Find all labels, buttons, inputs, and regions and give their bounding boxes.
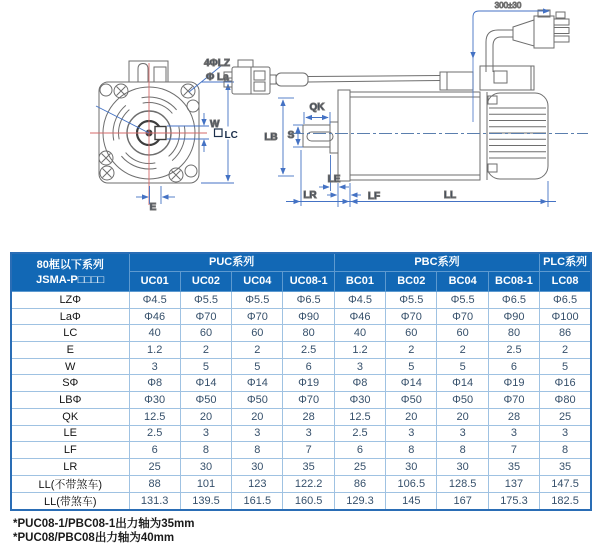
spec-cell: Φ16 xyxy=(540,375,591,392)
model-column-header: UC02 xyxy=(180,272,231,292)
spec-cell: Φ90 xyxy=(488,308,539,325)
spec-cell: Φ50 xyxy=(437,392,488,409)
spec-cell: 86 xyxy=(540,325,591,342)
spec-cell: Φ70 xyxy=(437,308,488,325)
spec-cell: Φ5.5 xyxy=(437,292,488,309)
spec-cell: 88 xyxy=(129,475,180,492)
encoder-terminal xyxy=(440,72,473,90)
row-label: E xyxy=(11,342,129,359)
spec-cell: 137 xyxy=(488,475,539,492)
spec-cell: 6 xyxy=(488,358,539,375)
spec-cell: 3 xyxy=(180,425,231,442)
spec-cell: 25 xyxy=(129,458,180,475)
spec-cell: Φ50 xyxy=(386,392,437,409)
series-group-plc: PLC系列 xyxy=(540,253,591,272)
spec-row xyxy=(11,408,591,425)
label-lb: LB xyxy=(264,132,278,143)
spec-cell: 5 xyxy=(437,358,488,375)
spec-cell: 3 xyxy=(232,425,283,442)
spec-cell: Φ8 xyxy=(129,375,180,392)
terminal-box-icon xyxy=(129,61,168,82)
spec-cell: 7 xyxy=(283,442,334,459)
spec-cell: 20 xyxy=(437,408,488,425)
spec-cell: 3 xyxy=(283,425,334,442)
spec-cell: 8 xyxy=(437,442,488,459)
spec-cell: 20 xyxy=(180,408,231,425)
spec-cell: Φ70 xyxy=(283,392,334,409)
spec-cell: 3 xyxy=(334,358,385,375)
spec-cell: 182.5 xyxy=(540,492,591,510)
model-column-header: BC04 xyxy=(437,272,488,292)
fins xyxy=(489,108,546,158)
technical-drawing xyxy=(0,0,600,250)
spec-cell: 40 xyxy=(334,325,385,342)
spec-row xyxy=(11,375,591,392)
spec-cell: Φ5.5 xyxy=(180,292,231,309)
model-column-header: LC08 xyxy=(540,272,591,292)
spec-cell: Φ46 xyxy=(129,308,180,325)
spec-row xyxy=(11,425,591,442)
encoder-connector-icon xyxy=(224,60,308,94)
spec-row xyxy=(11,392,591,409)
corner-header xyxy=(11,253,129,292)
spec-cell: Φ30 xyxy=(129,392,180,409)
spec-cell: Φ46 xyxy=(334,308,385,325)
front-view xyxy=(90,58,238,213)
spec-cell: 2 xyxy=(180,342,231,359)
spec-cell: Φ14 xyxy=(386,375,437,392)
spec-cell: 122.2 xyxy=(283,475,334,492)
row-label: W xyxy=(11,358,129,375)
spec-cell: Φ8 xyxy=(334,375,385,392)
spec-row xyxy=(11,458,591,475)
corner-header-line1: 80框以下系列 xyxy=(36,259,104,272)
spec-cell: 167 xyxy=(437,492,488,510)
label-lf: LF xyxy=(367,191,381,202)
spec-cell: 86 xyxy=(334,475,385,492)
spec-cell: 80 xyxy=(283,325,334,342)
spec-cell: Φ100 xyxy=(540,308,591,325)
spec-cell: 2.5 xyxy=(283,342,334,359)
spec-cell: Φ70 xyxy=(180,308,231,325)
spec-cell: 3 xyxy=(437,425,488,442)
label-w: W xyxy=(210,119,220,130)
corner-header-line2: JSMA-P□□□□ xyxy=(36,273,105,286)
label-lc: LC xyxy=(224,130,238,141)
row-label: LL(不带煞车) xyxy=(11,475,129,492)
spec-cell: Φ6.5 xyxy=(283,292,334,309)
model-column-header: BC01 xyxy=(334,272,385,292)
spec-cell: Φ30 xyxy=(334,392,385,409)
spec-cell: 6 xyxy=(129,442,180,459)
model-column-header: BC02 xyxy=(386,272,437,292)
spec-cell: 1.2 xyxy=(334,342,385,359)
spec-cell: Φ70 xyxy=(232,308,283,325)
spec-cell: 123 xyxy=(232,475,283,492)
spec-row xyxy=(11,442,591,459)
label-ll: LL xyxy=(443,190,457,201)
spec-cell: 30 xyxy=(232,458,283,475)
row-label: LBΦ xyxy=(11,392,129,409)
spec-row xyxy=(11,342,591,359)
spec-cell: 8 xyxy=(180,442,231,459)
spec-cell: 60 xyxy=(232,325,283,342)
motor-body xyxy=(303,90,548,181)
spec-cell: Φ80 xyxy=(540,392,591,409)
dim-w xyxy=(167,113,209,152)
spec-row xyxy=(11,475,591,492)
label-s: S xyxy=(287,130,295,141)
spec-cell: 6 xyxy=(334,442,385,459)
spec-table xyxy=(10,252,592,511)
model-column-header: BC08-1 xyxy=(488,272,539,292)
side-view xyxy=(224,1,588,207)
spec-cell: 2 xyxy=(386,342,437,359)
spec-cell: 6 xyxy=(283,358,334,375)
spec-cell: 35 xyxy=(488,458,539,475)
encoder-cable xyxy=(308,76,440,83)
series-group-puc: PUC系列 xyxy=(129,253,334,272)
spec-cell: 2.5 xyxy=(334,425,385,442)
row-label: SΦ xyxy=(11,375,129,392)
spec-row xyxy=(11,308,591,325)
spec-row xyxy=(11,358,591,375)
spec-cell: Φ14 xyxy=(437,375,488,392)
label-e: E xyxy=(149,202,157,213)
spec-cell: Φ14 xyxy=(180,375,231,392)
spec-cell: 5 xyxy=(540,358,591,375)
dim-s xyxy=(293,125,303,147)
spec-cell: 35 xyxy=(540,458,591,475)
label-lr: LR xyxy=(303,190,317,201)
spec-cell: 60 xyxy=(386,325,437,342)
spec-cell: 2 xyxy=(540,342,591,359)
spec-cell: 106.5 xyxy=(386,475,437,492)
spec-cell: 20 xyxy=(232,408,283,425)
spec-cell: 2 xyxy=(437,342,488,359)
footnote-2: *PUC08/PBC08出力轴为40mm xyxy=(13,532,175,544)
spec-cell: 40 xyxy=(129,325,180,342)
power-connector-icon xyxy=(513,10,569,48)
spec-row xyxy=(11,325,591,342)
spec-cell: Φ70 xyxy=(488,392,539,409)
model-column-header: UC01 xyxy=(129,272,180,292)
spec-cell: 30 xyxy=(180,458,231,475)
spec-cell: 60 xyxy=(437,325,488,342)
row-label: LF xyxy=(11,442,129,459)
label-phi-la: Φ La xyxy=(206,72,229,83)
spec-cell: 2.5 xyxy=(129,425,180,442)
spec-cell: Φ14 xyxy=(232,375,283,392)
spec-cell: Φ5.5 xyxy=(232,292,283,309)
spec-cell: 28 xyxy=(283,408,334,425)
spec-cell: Φ50 xyxy=(232,392,283,409)
spec-cell: 60 xyxy=(180,325,231,342)
spec-cell: 30 xyxy=(386,458,437,475)
spec-cell: Φ5.5 xyxy=(386,292,437,309)
spec-cell: 8 xyxy=(232,442,283,459)
spec-cell: Φ6.5 xyxy=(540,292,591,309)
spec-cell: 128.5 xyxy=(437,475,488,492)
spec-cell: 30 xyxy=(437,458,488,475)
spec-cell: 3 xyxy=(540,425,591,442)
spec-cell: Φ4.5 xyxy=(334,292,385,309)
spec-cell: 147.5 xyxy=(540,475,591,492)
spec-cell: 5 xyxy=(180,358,231,375)
label-le: LE xyxy=(327,174,341,185)
model-column-header: UC08-1 xyxy=(283,272,334,292)
dim-qk xyxy=(304,112,330,124)
spec-cell: 35 xyxy=(283,458,334,475)
spec-cell: Φ50 xyxy=(180,392,231,409)
spec-cell: 7 xyxy=(488,442,539,459)
spec-cell: Φ90 xyxy=(283,308,334,325)
spec-cell: 131.3 xyxy=(129,492,180,510)
spec-cell: 161.5 xyxy=(232,492,283,510)
spec-cell: 25 xyxy=(540,408,591,425)
spec-cell: 129.3 xyxy=(334,492,385,510)
footnote-1: *PUC08-1/PBC08-1出力轴为35mm xyxy=(13,518,195,530)
row-label: LZΦ xyxy=(11,292,129,309)
spec-cell: Φ19 xyxy=(488,375,539,392)
spec-cell: Φ4.5 xyxy=(129,292,180,309)
spec-cell: 3 xyxy=(129,358,180,375)
spec-cell: 12.5 xyxy=(334,408,385,425)
row-label: QK xyxy=(11,408,129,425)
spec-cell: 3 xyxy=(488,425,539,442)
spec-cell: 8 xyxy=(386,442,437,459)
label-qk: QK xyxy=(309,102,325,113)
spec-cell: 5 xyxy=(232,358,283,375)
spec-cell: Φ70 xyxy=(386,308,437,325)
spec-cell: 3 xyxy=(386,425,437,442)
spec-cell: Φ19 xyxy=(283,375,334,392)
spec-cell: 5 xyxy=(386,358,437,375)
spec-row xyxy=(11,292,591,309)
label-cable-length: 300±30 xyxy=(494,1,522,10)
spec-cell: 28 xyxy=(488,408,539,425)
spec-cell: Φ6.5 xyxy=(488,292,539,309)
row-label: LL(带煞车) xyxy=(11,492,129,510)
row-label: LaΦ xyxy=(11,308,129,325)
label-4phi-lz: 4ΦLZ xyxy=(204,58,230,69)
spec-cell: 12.5 xyxy=(129,408,180,425)
spec-cell: 2.5 xyxy=(488,342,539,359)
row-label: LR xyxy=(11,458,129,475)
spec-cell: 8 xyxy=(540,442,591,459)
spec-table-body xyxy=(11,292,591,510)
spec-cell: 2 xyxy=(232,342,283,359)
series-group-pbc: PBC系列 xyxy=(334,253,539,272)
model-column-header: UC04 xyxy=(232,272,283,292)
spec-cell: 25 xyxy=(334,458,385,475)
spec-row xyxy=(11,492,591,510)
spec-cell: 160.5 xyxy=(283,492,334,510)
spec-cell: 101 xyxy=(180,475,231,492)
spec-cell: 80 xyxy=(488,325,539,342)
spec-cell: 145 xyxy=(386,492,437,510)
spec-cell: 139.5 xyxy=(180,492,231,510)
spec-cell: 1.2 xyxy=(129,342,180,359)
spec-cell: 20 xyxy=(386,408,437,425)
spec-cell: 175.3 xyxy=(488,492,539,510)
row-label: LC xyxy=(11,325,129,342)
row-label: LE xyxy=(11,425,129,442)
